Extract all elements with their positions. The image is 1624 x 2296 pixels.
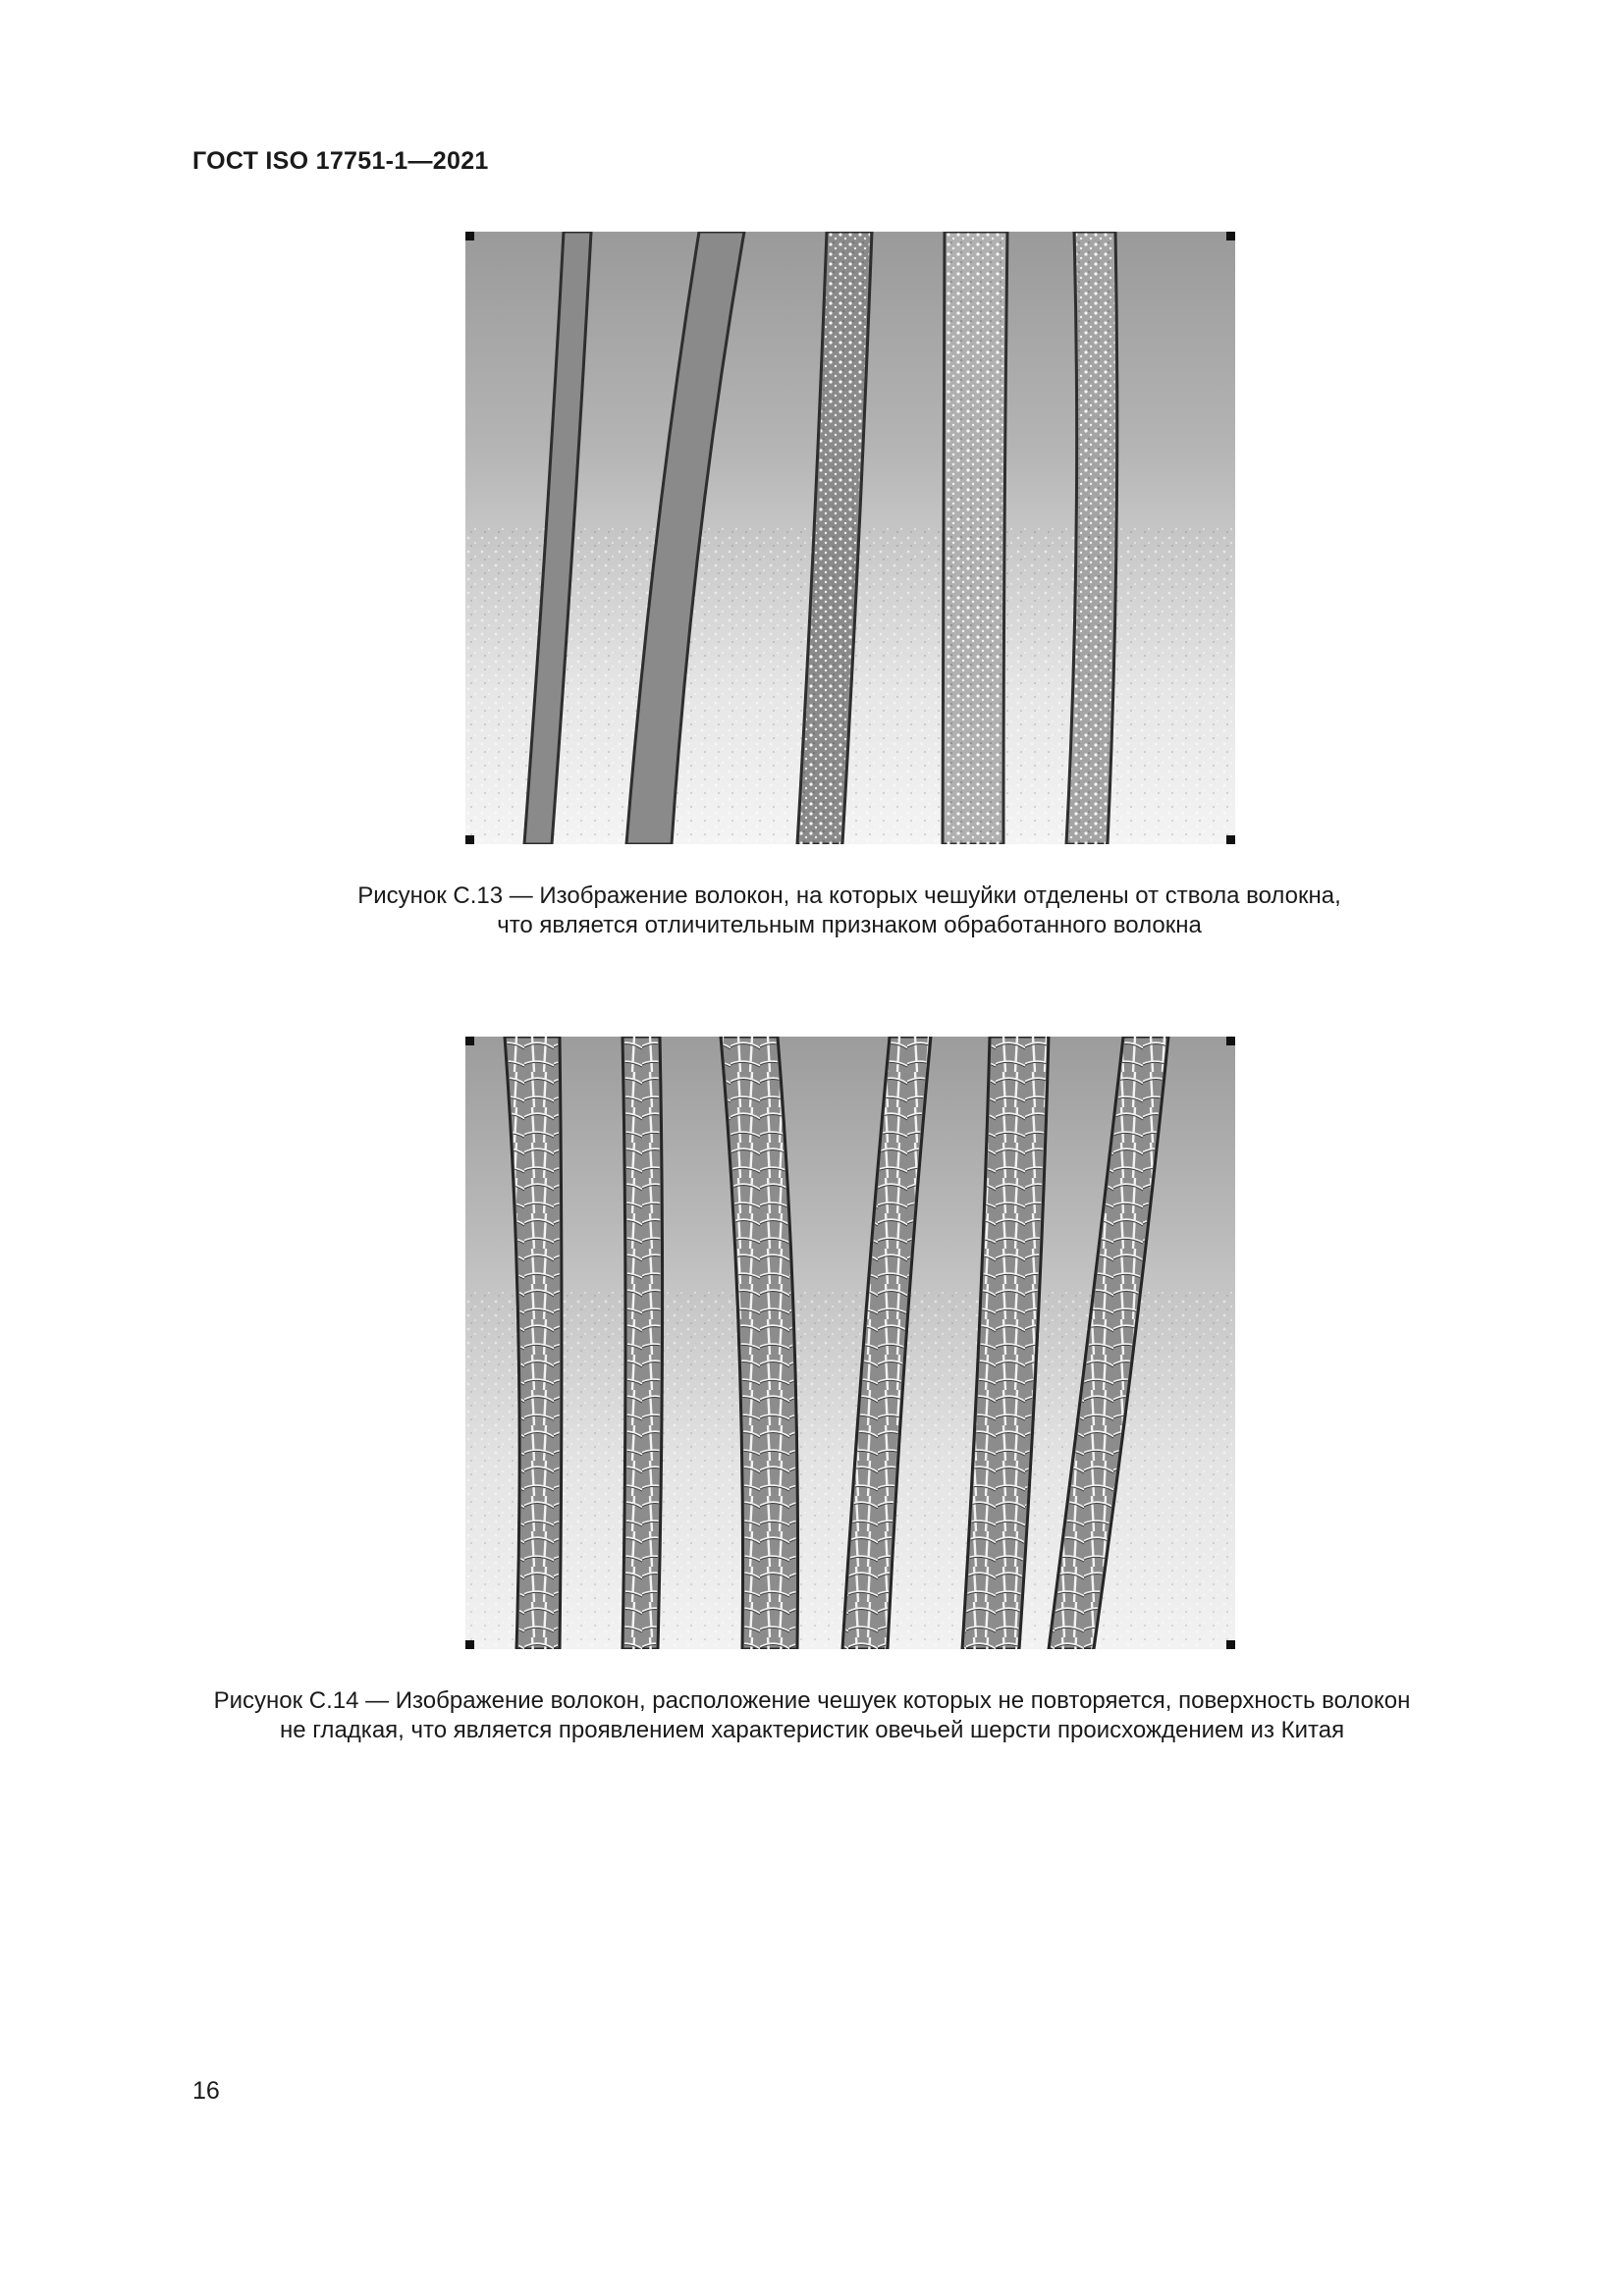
caption-line: Рисунок С.14 — Изображение волокон, расположение чешуек которых не повторяется, поверхность волокон <box>213 1687 1411 1714</box>
caption-line: что является отличительным признаком обработанного волокна <box>497 912 1202 938</box>
caption-line: Рисунок С.13 — Изображение волокон, на которых чешуйки отделены от ствола волокна, <box>357 882 1341 909</box>
figure-c13-caption <box>295 881 1404 940</box>
figure-c14-caption <box>192 1686 1432 1745</box>
page-number: 16 <box>192 2077 220 2105</box>
caption-line: не гладкая, что является проявлением характеристик овечьей шерсти происхождением из Китая <box>279 1717 1345 1743</box>
figure-c14-micrograph <box>465 1037 1235 1649</box>
figure-c13-micrograph <box>465 232 1235 844</box>
document-header: ГОСТ ISO 17751-1—2021 <box>192 147 489 175</box>
